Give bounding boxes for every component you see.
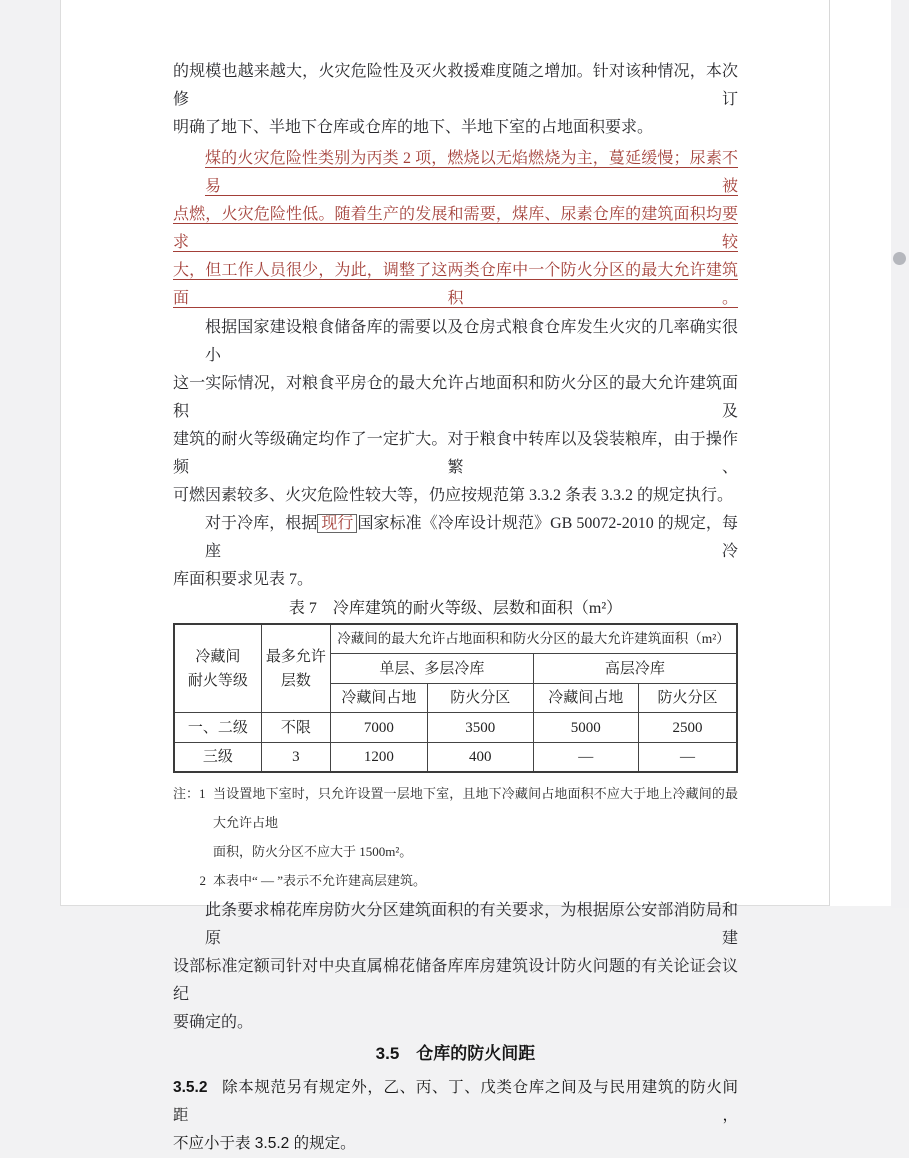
header-single-multi-storey: 单层、多层冷库 <box>330 654 533 684</box>
header-max-storeys <box>261 624 330 713</box>
paragraph-grain-storage <box>173 314 738 510</box>
text-line: 要确定的。 <box>173 1014 254 1031</box>
note-1 <box>173 779 738 866</box>
header-line: 耐火等级 <box>187 672 248 689</box>
note-text <box>213 779 738 866</box>
paragraph-underground-area <box>173 58 738 142</box>
table-cell: 3 <box>261 743 330 773</box>
text-line: 明确了地下、半地下仓库或仓库的地下、半地下室的占地面积要求。 <box>173 119 654 136</box>
boxed-revision-word: 现行 <box>317 514 357 533</box>
clause-number: 3.5.2 <box>173 1079 208 1096</box>
table-cell: 不限 <box>261 713 330 743</box>
table-cell: 1200 <box>330 743 427 773</box>
note-text-line: 面积，防火分区不应大于 1500m²。 <box>213 844 413 859</box>
clause-3-5-2 <box>173 1074 738 1158</box>
header-fire-resistance-grade <box>174 624 261 713</box>
text-line: 设部标准定额司针对中央直属棉花储备库库房建筑设计防火问题的有关论证会议纪 <box>173 958 738 1003</box>
table-cell: 3500 <box>427 713 533 743</box>
header-fire-compartment: 防火分区 <box>638 684 737 713</box>
note-text-line: 当设置地下室时，只允许设置一层地下室，且地下冷藏间占地面积不应大于地上冷藏间的最大允许占地 <box>213 786 738 830</box>
table-cell: 400 <box>427 743 533 773</box>
revision-text-line: 大，但工作人员很少，为此，调整了这两类仓库中一个防火分区的最大允许建筑面积。 <box>173 262 738 307</box>
table-notes <box>173 779 738 895</box>
viewer-background-band <box>830 0 891 906</box>
text-segment: 除本规范另有规定外，乙、丙、丁、戊类仓库之间及与民用建筑的防火间距， <box>173 1079 738 1124</box>
text-line: 可燃因素较多、火灾危险性较大等，仍应按规范第 3.3.2 条表 3.3.2 的规定执行。 <box>173 487 734 504</box>
table-cell: — <box>638 743 737 773</box>
clause-text-line <box>173 1074 738 1130</box>
table-cell: 5000 <box>533 713 638 743</box>
clause-text-line: 不应小于表 3.5.2 的规定。 <box>173 1135 356 1152</box>
text-line: 建筑的耐火等级确定均作了一定扩大。对于粮食中转库以及袋装粮库，由于操作频繁、 <box>173 431 738 476</box>
table-7-cold-storage <box>173 623 738 773</box>
table-row <box>174 743 737 773</box>
table-cell: — <box>533 743 638 773</box>
note-2 <box>173 866 738 895</box>
section-heading-3-5: 3.5 仓库的防火间距 <box>375 1044 536 1063</box>
text-line: 这一实际情况，对粮食平房仓的最大允许占地面积和防火分区的最大允许建筑面积及 <box>173 375 738 420</box>
table-cell: 一、二级 <box>174 713 261 743</box>
note-label: 2 <box>199 873 206 888</box>
table-cell: 7000 <box>330 713 427 743</box>
revision-text-line: 煤的火灾危险性类别为丙类 2 项，燃烧以无焰燃烧为主，蔓延缓慢；尿素不易被 <box>205 150 738 195</box>
header-occupied-area: 冷藏间占地 <box>330 684 427 713</box>
paragraph-revision-coal-urea <box>173 145 738 313</box>
document-page <box>60 0 830 1152</box>
header-occupied-area: 冷藏间占地 <box>533 684 638 713</box>
table-7-title: 表 7 冷库建筑的耐火等级、层数和面积（m²） <box>288 600 623 617</box>
text-line <box>173 510 738 566</box>
paragraph-cotton-warehouse <box>173 897 738 1037</box>
scrollbar-track[interactable] <box>891 0 909 908</box>
header-high-rise: 高层冷库 <box>533 654 737 684</box>
table-cell: 三级 <box>174 743 261 773</box>
scroll-indicator-dot[interactable] <box>893 252 906 265</box>
note-label: 注：1 <box>173 786 206 801</box>
header-line: 层数 <box>280 672 311 689</box>
text-line: 库面积要求见表 7。 <box>173 571 314 588</box>
header-line: 冷藏间 <box>195 648 241 665</box>
revision-text-line: 点燃，火灾危险性低。随着生产的发展和需要，煤库、尿素仓库的建筑面积均要求较 <box>173 206 738 251</box>
header-line: 最多允许 <box>265 648 326 665</box>
text-segment: 对于冷库，根据 <box>205 515 318 532</box>
note-text: 本表中“ — ”表示不允许建高层建筑。 <box>213 873 427 888</box>
text-line: 根据国家建设粮食储备库的需要以及仓房式粮食仓库发生火灾的几率确实很小 <box>205 319 738 364</box>
page-content <box>61 0 829 1158</box>
header-fire-compartment: 防火分区 <box>427 684 533 713</box>
paragraph-cold-storage <box>173 510 738 594</box>
header-max-allowed-area: 冷藏间的最大允许占地面积和防火分区的最大允许建筑面积（m²） <box>330 624 737 654</box>
text-line: 的规模也越来越大，火灾危险性及灭火救援难度随之增加。针对该种情况，本次修订 <box>173 63 738 108</box>
text-line: 此条要求棉花库房防火分区建筑面积的有关要求，为根据原公安部消防局和原建 <box>205 902 738 947</box>
text-segment: 国家标准《冷库设计规范》GB 50072-2010 的规定，每座冷 <box>205 515 738 560</box>
table-cell: 2500 <box>638 713 737 743</box>
table-row <box>174 713 737 743</box>
